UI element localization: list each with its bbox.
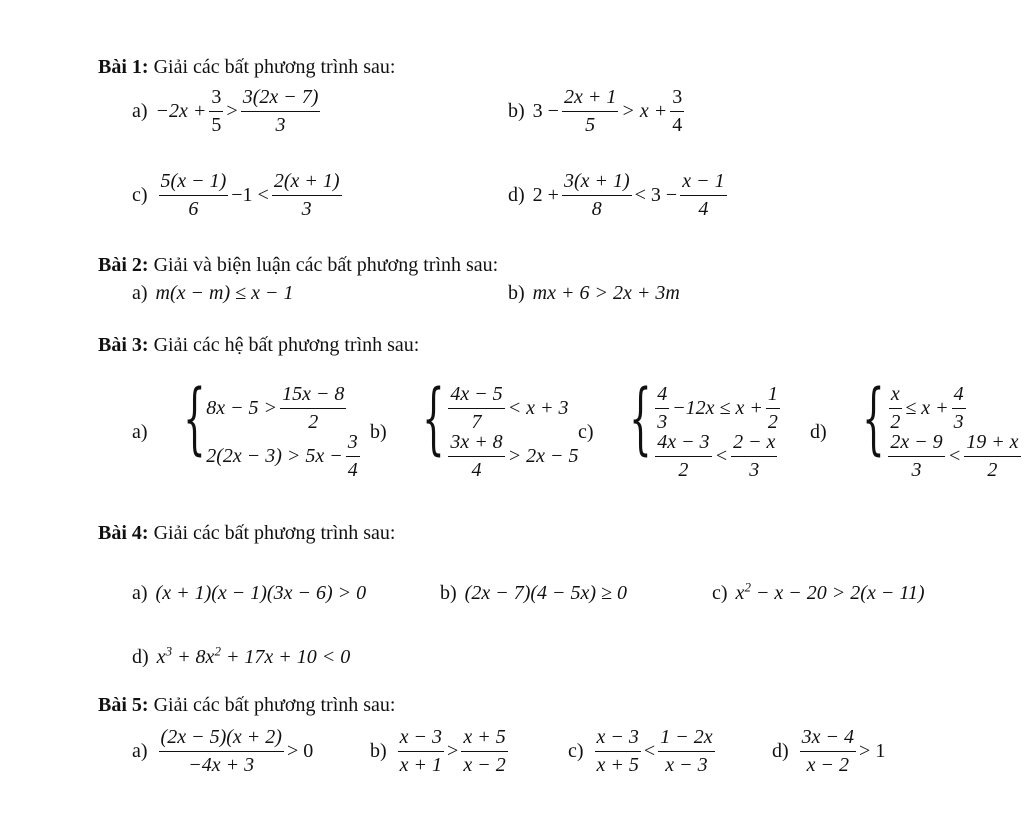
- numerator: 2(x + 1): [272, 170, 342, 196]
- math-text: −1 <: [231, 184, 269, 206]
- exercise-5c: [568, 726, 718, 777]
- denominator: 2: [308, 410, 319, 433]
- numerator: 2x + 1: [562, 86, 618, 112]
- math-expression: (2x − 7)(4 − 5x) ≥ 0: [464, 582, 628, 604]
- numerator: 3: [209, 86, 223, 112]
- exercise-1-number: Bài 1:: [98, 56, 149, 78]
- fraction: [159, 170, 229, 221]
- fraction: [241, 86, 321, 137]
- exercise-5-title: Giải các bất phương trình sau:: [153, 694, 396, 716]
- denominator: 8: [591, 198, 602, 220]
- item-label: d): [132, 646, 149, 668]
- brace-icon: {: [182, 374, 206, 464]
- exercise-2-number: Bài 2:: [98, 254, 149, 276]
- exercise-5-heading: [98, 694, 395, 717]
- math-text: 8x − 5 >: [206, 396, 278, 419]
- numerator: 4x − 5: [448, 383, 504, 409]
- numerator: 3x + 8: [448, 431, 504, 457]
- math-text: > 2x − 5: [507, 444, 579, 467]
- item-label: d): [508, 184, 525, 206]
- fraction: [800, 726, 856, 777]
- math-text: −2x +: [155, 100, 207, 122]
- denominator: 3: [301, 198, 312, 220]
- numerator: x − 1: [680, 170, 726, 196]
- exercise-1b: [508, 86, 687, 137]
- brace-icon: {: [861, 374, 885, 464]
- exercise-3c: [578, 374, 783, 481]
- fraction: [280, 383, 346, 434]
- denominator: x − 3: [665, 754, 708, 776]
- item-label: a): [132, 100, 148, 122]
- fraction: [655, 383, 669, 434]
- exercise-1a: [132, 86, 323, 137]
- exercise-4b: [440, 582, 627, 605]
- fraction: [888, 383, 902, 434]
- exercise-4a: [132, 582, 366, 605]
- exercise-3-title: Giải các hệ bất phương trình sau:: [153, 334, 420, 356]
- math-text: > x +: [621, 100, 668, 122]
- exercise-1d: [508, 170, 730, 221]
- variable: x: [735, 582, 745, 604]
- inequality-system: [835, 374, 1024, 481]
- operator: <: [947, 444, 962, 467]
- numerator: 1: [766, 383, 780, 409]
- denominator: 4: [698, 198, 709, 220]
- denominator: 2: [678, 458, 689, 481]
- exponent: 3: [165, 643, 173, 659]
- fraction: [766, 383, 780, 434]
- denominator: 4: [471, 458, 482, 481]
- fraction: [562, 86, 618, 137]
- item-label: b): [370, 740, 387, 762]
- fraction: [448, 431, 504, 482]
- numerator: 2x − 9: [888, 431, 944, 457]
- math-text: 2(2x − 3) > 5x −: [206, 444, 343, 467]
- denominator: 4: [672, 114, 683, 136]
- item-label: a): [132, 582, 148, 604]
- numerator: 4: [952, 383, 966, 409]
- denominator: 2: [767, 410, 778, 433]
- denominator: 5: [585, 114, 596, 136]
- fraction: [680, 170, 726, 221]
- item-label: d): [810, 420, 827, 443]
- item-label: b): [508, 282, 525, 304]
- exercise-4-title: Giải các bất phương trình sau:: [153, 522, 396, 544]
- numerator: 19 + x: [964, 431, 1020, 457]
- operator: <: [643, 740, 656, 762]
- exercise-2-heading: [98, 254, 498, 277]
- brace-icon: {: [628, 374, 652, 464]
- fraction: [952, 383, 966, 434]
- denominator: 2: [987, 458, 998, 481]
- numerator: (2x − 5)(x + 2): [159, 726, 284, 752]
- math-text: > 1: [859, 740, 886, 762]
- inequality-system: [602, 374, 783, 481]
- numerator: 15x − 8: [280, 383, 346, 409]
- math-text: − x − 20 > 2(x − 11): [750, 582, 925, 604]
- item-label: a): [132, 420, 148, 443]
- item-label: b): [370, 420, 387, 443]
- math-text: < x + 3: [507, 396, 569, 419]
- item-label: c): [578, 420, 594, 443]
- fraction: [159, 726, 284, 777]
- exercise-4d: [132, 643, 351, 669]
- fraction: [272, 170, 342, 221]
- exercise-5b: [370, 726, 511, 777]
- math-expression: (x + 1)(x − 1)(3x − 6) > 0: [155, 582, 367, 604]
- item-label: c): [568, 740, 584, 762]
- fraction: [888, 431, 944, 482]
- inequality-system: [395, 374, 579, 481]
- numerator: 4x − 3: [655, 431, 711, 457]
- exercise-4-heading: [98, 522, 395, 545]
- fraction: [655, 431, 711, 482]
- math-text: 2 +: [532, 184, 559, 206]
- denominator: 3: [911, 458, 922, 481]
- fraction: [398, 726, 444, 777]
- numerator: 1 − 2x: [658, 726, 714, 752]
- denominator: 7: [471, 410, 482, 433]
- item-label: b): [440, 582, 457, 604]
- numerator: 2 − x: [731, 431, 777, 457]
- math-text: + 17x + 10 < 0: [220, 646, 351, 668]
- fraction: [595, 726, 641, 777]
- denominator: x − 2: [806, 754, 850, 776]
- fraction: [562, 170, 632, 221]
- exercise-4c: [712, 579, 925, 605]
- math-text: < 3 −: [634, 184, 678, 206]
- exercise-5-number: Bài 5:: [98, 694, 149, 716]
- denominator: 3: [657, 410, 668, 433]
- math-text: > 0: [286, 740, 314, 762]
- exercise-3d: [810, 374, 1024, 481]
- math-expression: m(x − m) ≤ x − 1: [155, 282, 294, 304]
- denominator: x + 5: [596, 754, 639, 776]
- numerator: 3x − 4: [800, 726, 856, 752]
- exercise-3a: [132, 374, 363, 481]
- fraction: [731, 431, 777, 482]
- math-text: ≤ x +: [905, 396, 949, 419]
- exercise-4-number: Bài 4:: [98, 522, 149, 544]
- denominator: −4x + 3: [188, 754, 255, 776]
- exercise-3b: [370, 374, 579, 481]
- item-label: b): [508, 100, 525, 122]
- numerator: 3(x + 1): [562, 170, 632, 196]
- fraction: [964, 431, 1020, 482]
- exercise-1-heading: [98, 56, 395, 79]
- exercise-5d: [772, 726, 885, 777]
- math-text: 3 −: [532, 100, 559, 122]
- denominator: 3: [953, 410, 964, 433]
- item-label: c): [132, 184, 148, 206]
- numerator: x − 3: [398, 726, 444, 752]
- numerator: 5(x − 1): [159, 170, 229, 196]
- numerator: x − 3: [595, 726, 641, 752]
- fraction: [658, 726, 714, 777]
- denominator: 3: [275, 114, 286, 136]
- operator: <: [714, 444, 729, 467]
- inequality-system: [156, 374, 363, 481]
- denominator: 2: [890, 410, 901, 433]
- numerator: 4: [655, 383, 669, 409]
- item-label: a): [132, 740, 148, 762]
- denominator: 6: [188, 198, 199, 220]
- exercise-5a: [132, 726, 313, 777]
- denominator: x − 2: [463, 754, 506, 776]
- variable: x: [156, 646, 166, 668]
- numerator: x: [889, 383, 902, 409]
- numerator: 3: [670, 86, 684, 112]
- brace-icon: {: [421, 374, 445, 464]
- math-expression: [735, 579, 925, 605]
- numerator: 3(2x − 7): [241, 86, 321, 112]
- exponent: 2: [744, 579, 751, 595]
- fraction: [461, 726, 507, 777]
- exercise-2b: [508, 282, 680, 305]
- item-label: c): [712, 582, 728, 604]
- math-text: + 8x: [172, 646, 215, 668]
- denominator: 5: [211, 114, 222, 136]
- exercise-1-title: Giải các bất phương trình sau:: [153, 56, 396, 78]
- exercise-2a: [132, 282, 293, 305]
- numerator: x + 5: [461, 726, 507, 752]
- fraction: [209, 86, 223, 137]
- fraction: [670, 86, 684, 137]
- exercise-2-title: Giải và biện luận các bất phương trình sau:: [153, 254, 499, 276]
- operator: >: [226, 100, 238, 122]
- exercise-3-number: Bài 3:: [98, 334, 149, 356]
- operator: >: [447, 740, 459, 762]
- fraction: [346, 431, 360, 482]
- exponent: 2: [214, 643, 221, 659]
- exercise-3-heading: [98, 334, 419, 357]
- math-expression: mx + 6 > 2x + 3m: [532, 282, 680, 304]
- numerator: 3: [346, 431, 360, 457]
- exercise-1c: [132, 170, 345, 221]
- item-label: d): [772, 740, 789, 762]
- item-label: a): [132, 282, 148, 304]
- denominator: 3: [749, 458, 760, 481]
- math-text: −12x ≤ x +: [672, 396, 763, 419]
- math-expression: [156, 643, 351, 669]
- denominator: x + 1: [399, 754, 443, 776]
- fraction: [448, 383, 504, 434]
- denominator: 4: [347, 458, 358, 481]
